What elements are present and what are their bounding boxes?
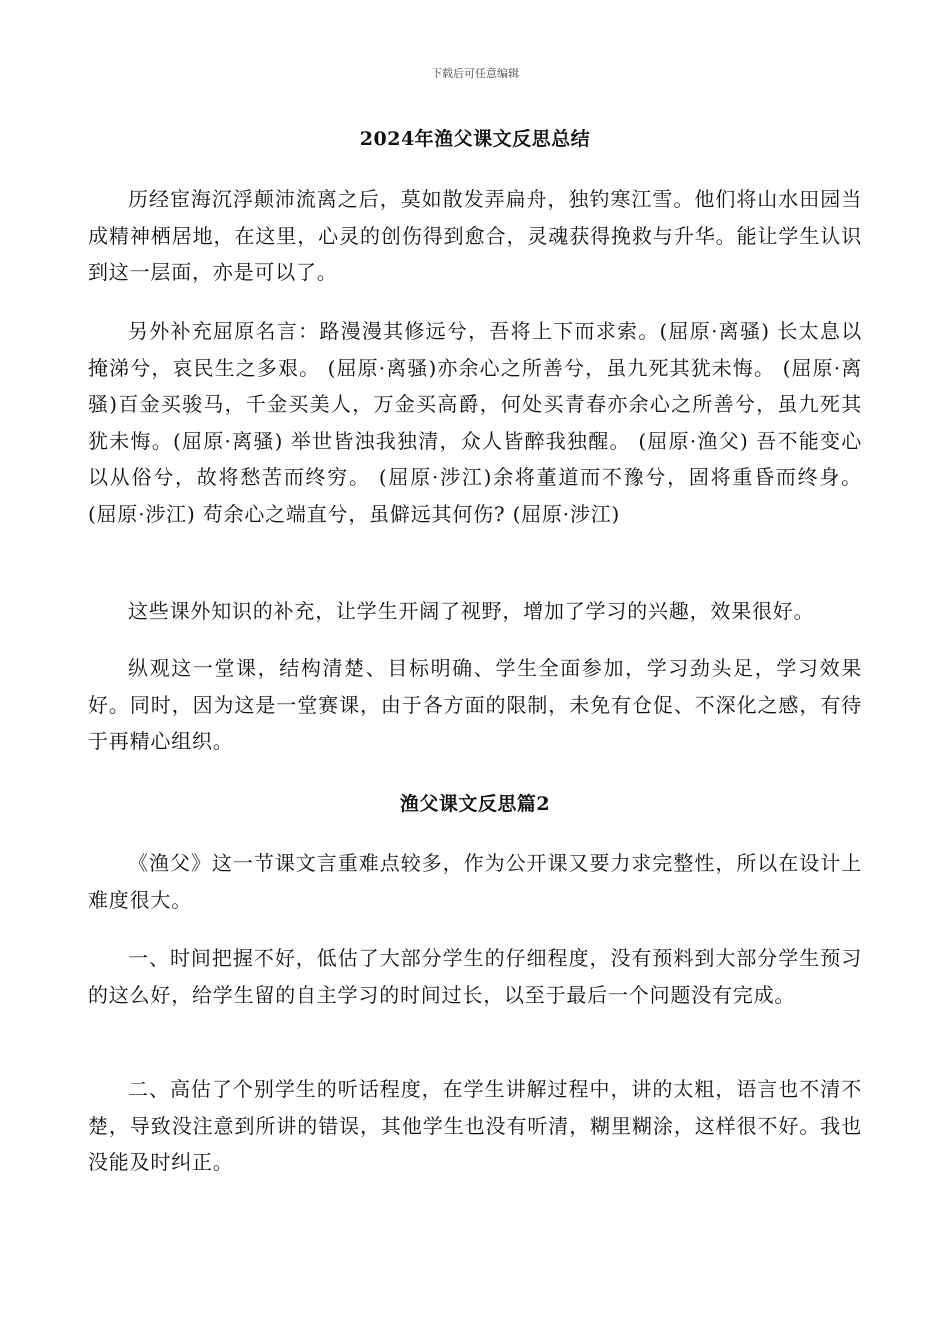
paragraph-section2-intro: 《渔父》这一节课文言重难点较多，作为公开课又要力求完整性，所以在设计上难度很大。 [88,851,862,912]
paragraph-overview: 纵观这一堂课，结构清楚、目标明确、学生全面参加，学习劲头足，学习效果好。同时，因为这是一堂赛课，由于各方面的限制，未免有仓促、不深化之感，有待于再精心组织。 [88,656,862,753]
document-title: 2024年渔父课文反思总结 [359,128,591,150]
section-heading: 渔父课文反思篇2 [399,793,551,815]
paragraph-point-one: 一、时间把握不好，低估了大部分学生的仔细程度，没有预料到大部分学生预习的这么好，给学生留的自主学习的时间过长，以至于最后一个问题没有完成。 [88,946,862,1007]
paragraph-intro: 历经宦海沉浮颠沛流离之后，莫如散发弄扁舟，独钓寒江雪。他们将山水田园当成精神栖居地，在这里，心灵的创伤得到愈合，灵魂获得挽救与升华。能让学生认识到这一层面，亦是可以了。 [88,187,862,284]
paragraph-quotes: 另外补充屈原名言：路漫漫其修远兮，吾将上下而求索。(屈原·离骚) 长太息以掩涕兮，哀民生之多艰。 (屈原·离骚)亦余心之所善兮，虽九死其犹未悔。 (屈原·离骚)百金买骏马，千金买美人，万金买高爵，何处买青春亦余心之所善兮，虽九死其犹未悔。(屈原·离骚) 举世皆浊我独清，众人皆醉我独醒。 (屈原·渔父) 吾不能变心以从俗兮，故将愁苦而终穷。 (屈原·涉江)余将董道而不豫兮，固将重昏而终身。 (屈原·涉江) 苟余心之端直兮，虽僻远其何伤? (屈原·涉江) [88,319,862,526]
paragraph-point-two: 二、高估了个别学生的听话程度，在学生讲解过程中，讲的太粗，语言也不清不楚，导致没注意到所讲的错误，其他学生也没有听清，糊里糊涂，这样很不好。我也没能及时纠正。 [88,1077,862,1174]
paragraph-supplement: 这些课外知识的补充，让学生开阔了视野，增加了学习的兴趣，效果很好。 [128,599,815,623]
header-note: 下载后可任意编辑 [431,67,519,80]
